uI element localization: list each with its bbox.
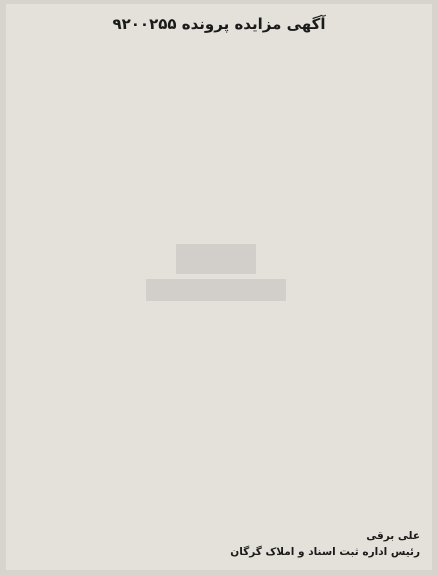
signature-block — [230, 528, 420, 560]
notice-body-line — [16, 180, 422, 200]
watermark-logo-icon — [136, 239, 296, 309]
notice-body-line — [16, 60, 422, 80]
notice-body-line — [16, 80, 422, 100]
notice-body-line — [16, 140, 422, 160]
notice-body-line — [16, 380, 422, 400]
notice-body-line — [16, 440, 422, 460]
notice-body-line — [16, 160, 422, 180]
notice-body-line — [16, 360, 422, 380]
notice-body-line — [16, 340, 422, 360]
notice-body-line — [16, 120, 422, 140]
signatory-name: علی برقی — [366, 530, 420, 542]
notice-body-line — [16, 500, 422, 520]
notice-body-line — [16, 320, 422, 340]
signatory-title: رئیس اداره ثبت اسناد و املاک گرگان — [230, 546, 420, 558]
auction-notice — [6, 4, 432, 570]
notice-body-line — [16, 200, 422, 220]
notice-body-line — [16, 480, 422, 500]
notice-body-line — [16, 400, 422, 420]
notice-body-line — [16, 40, 422, 60]
notice-body-line — [16, 420, 422, 440]
notice-body-line — [16, 100, 422, 120]
notice-body-line — [16, 460, 422, 480]
notice-body-line — [16, 220, 422, 240]
notice-headline: آگهی مزایده پرونده ۹۲۰۰۲۵۵ — [112, 15, 326, 33]
